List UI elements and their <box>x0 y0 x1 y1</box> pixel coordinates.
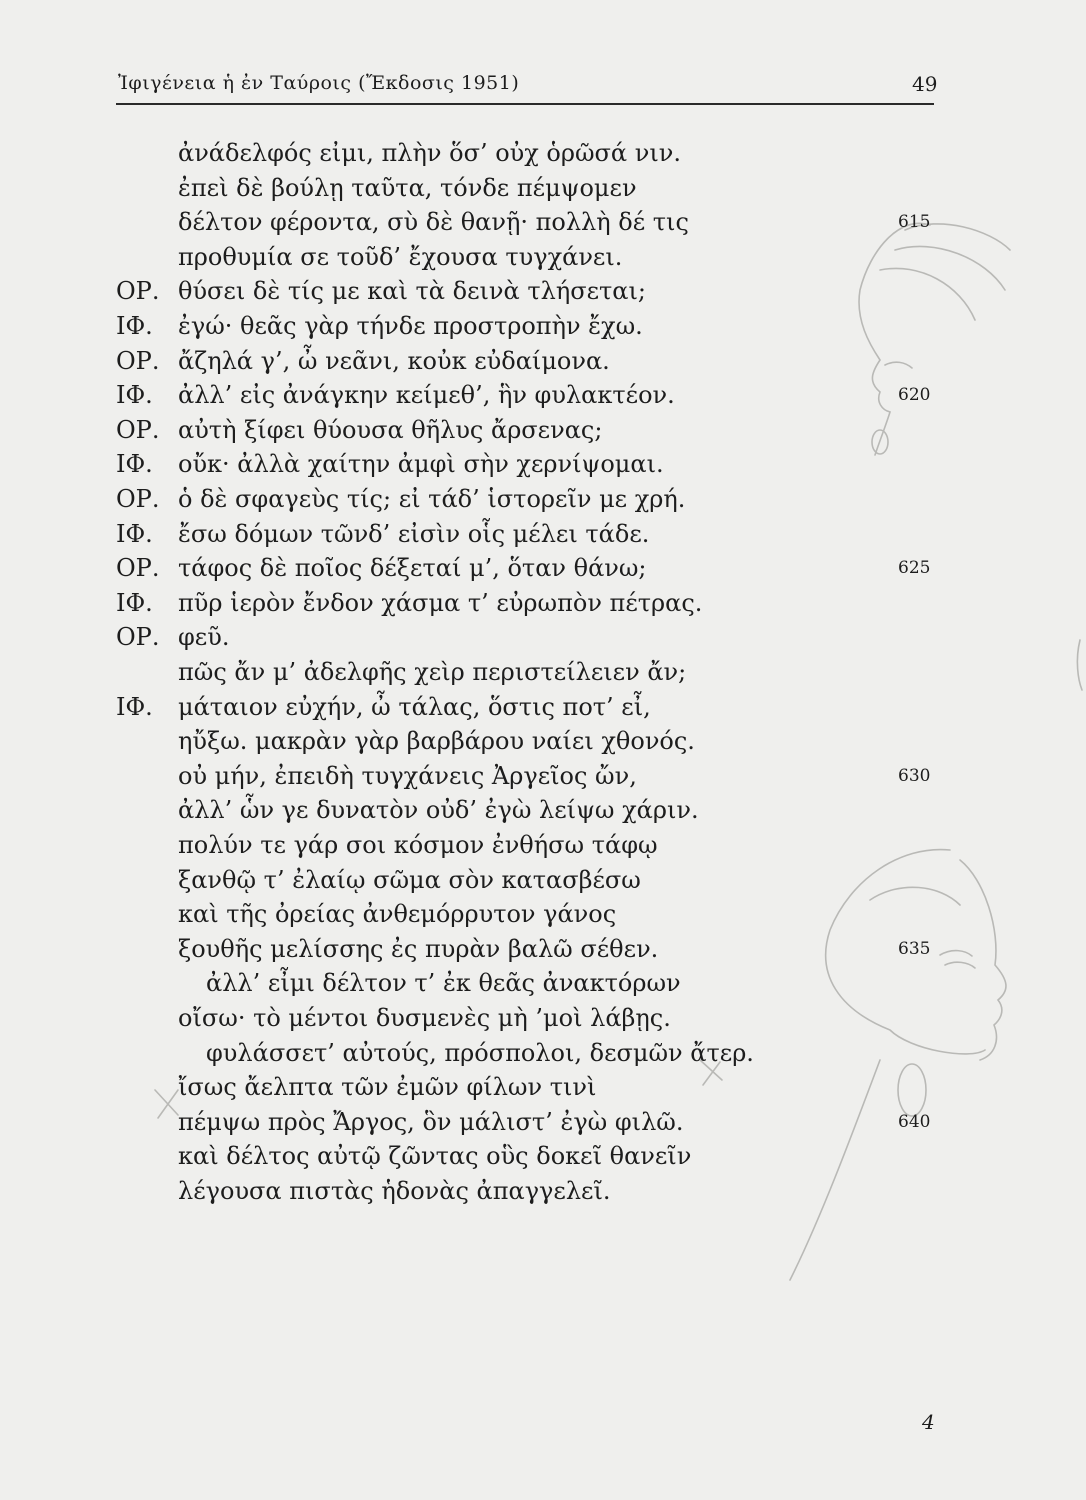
speaker-label: ΟΡ. <box>116 554 160 583</box>
verse-line <box>0 205 1086 239</box>
verse-text: ὁ δὲ σφαγεὺς τίς; εἰ τάδ’ ἱστορεῖν με χρή. <box>178 485 686 513</box>
speaker-label: ΙΦ. <box>116 692 153 721</box>
verse-line <box>0 1001 1086 1035</box>
signature-mark: 4 <box>922 1410 935 1434</box>
verse-line <box>0 966 1086 1000</box>
speaker-label: ΟΡ. <box>116 415 160 444</box>
verse-line <box>0 932 1086 966</box>
verse-text: ἔσω δόμων τῶνδ’ εἰσὶν οἷς μέλει τάδε. <box>178 519 650 548</box>
verse-line <box>0 620 1086 654</box>
verse-line <box>0 690 1086 724</box>
verse-text: καὶ τῆς ὀρείας ἀνθεμόρρυτον γάνος <box>178 900 617 929</box>
line-number: 620 <box>898 385 931 406</box>
verse-line <box>0 447 1086 481</box>
speaker-label: ΟΡ. <box>116 485 160 513</box>
verse-text: μάταιον εὐχήν, ὦ τάλας, ὅστις ποτ’ εἶ, <box>178 692 651 721</box>
running-header-title: Ἰφιγένεια ἡ ἐν Ταύροις (Ἔκδοσις 1951) <box>118 72 520 94</box>
page-number: 49 <box>912 72 938 96</box>
line-number: 640 <box>898 1111 931 1132</box>
verse-line <box>0 1036 1086 1070</box>
speaker-label: ΙΦ. <box>116 519 153 548</box>
verse-line <box>0 136 1086 170</box>
speaker-label: ΙΦ. <box>116 450 153 479</box>
speaker-label: ΙΦ. <box>116 588 153 617</box>
verse-line <box>0 551 1086 585</box>
verse-line <box>0 274 1086 308</box>
verse-text: οἴσω· τὸ μέντοι δυσμενὲς μὴ ’μοὶ λάβῃς. <box>178 1004 671 1032</box>
verse-text: λέγουσα πιστὰς ἡδονὰς ἀπαγγελεῖ. <box>178 1177 611 1205</box>
verse-line <box>0 655 1086 689</box>
verse-text: ἐγώ· θεᾶς γὰρ τήνδε προστροπὴν ἔχω. <box>178 312 643 340</box>
verse-text: πῶς ἄν μ’ ἀδελφῆς χεὶρ περιστείλειεν ἄν; <box>178 658 687 686</box>
verse-text: ξουθῆς μελίσσης ἐς πυρὰν βαλῶ σέθεν. <box>178 934 659 963</box>
verse-line <box>0 309 1086 343</box>
verse-text: οὐ μήν, ἐπειδὴ τυγχάνεις Ἀργεῖος ὤν, <box>178 761 637 790</box>
line-number: 635 <box>898 938 931 959</box>
verse-text: καὶ δέλτος αὐτῷ ζῶντας οὓς δοκεῖ θανεῖν <box>178 1142 692 1171</box>
verse-line <box>0 828 1086 862</box>
verse-text: ἀνάδελφός εἰμι, πλὴν ὅσ’ οὐχ ὁρῶσά νιν. <box>178 139 681 167</box>
verse-line <box>0 517 1086 551</box>
verse-line <box>0 171 1086 205</box>
verse-text: πέμψω πρὸς Ἄργος, ὃν μάλιστ’ ἐγὼ φιλῶ. <box>178 1107 684 1136</box>
verse-text: οὔκ· ἀλλὰ χαίτην ἀμφὶ σὴν χερνίψομαι. <box>178 450 664 479</box>
verse-line <box>0 240 1086 274</box>
verse-line <box>0 759 1086 793</box>
verse-line <box>0 413 1086 447</box>
line-number: 625 <box>898 558 931 579</box>
verse-text: ἀλλ’ εἶμι δέλτον τ’ ἐκ θεᾶς ἀνακτόρων <box>206 969 681 998</box>
speaker-label: ΙΦ. <box>116 381 153 410</box>
header-rule <box>116 103 934 105</box>
verse-line <box>0 1070 1086 1104</box>
verse-line <box>0 344 1086 378</box>
verse-text: ἀλλ’ ὧν γε δυνατὸν οὐδ’ ἐγὼ λείψω χάριν. <box>178 796 699 825</box>
verse-text: δέλτον φέροντα, σὺ δὲ θανῇ· πολλὴ δέ τις <box>178 208 689 237</box>
verse-line <box>0 378 1086 412</box>
verse-text: πολύν τε γάρ σοι κόσμον ἐνθήσω τάφῳ <box>178 831 658 859</box>
verse-line <box>0 724 1086 758</box>
speaker-label: ΟΡ. <box>116 277 160 306</box>
verse-text: ἴσως ἄελπτα τῶν ἐμῶν φίλων τινὶ <box>178 1073 597 1102</box>
verse-text: ξανθῷ τ’ ἐλαίῳ σῶμα σὸν κατασβέσω <box>178 865 641 894</box>
verse-text: προθυμία σε τοῦδ’ ἔχουσα τυγχάνει. <box>178 242 623 271</box>
verse-text: τάφος δὲ ποῖος δέξεταί μ’, ὅταν θάνω; <box>178 554 647 583</box>
speaker-label: ΙΦ. <box>116 312 153 340</box>
verse-text: φυλάσσετ’ αὐτούς, πρόσπολοι, δεσμῶν ἄτερ. <box>206 1038 754 1067</box>
verse-line <box>0 897 1086 931</box>
verse-line <box>0 1174 1086 1208</box>
verse-text: ηὔξω. μακρὰν γὰρ βαρβάρου ναίει χθονός. <box>178 727 695 756</box>
verse-line <box>0 586 1086 620</box>
verse-text: αὐτὴ ξίφει θύουσα θῆλυς ἄρσενας; <box>178 415 603 444</box>
verse-text: φεῦ. <box>178 623 230 652</box>
speaker-label: ΟΡ. <box>116 346 160 375</box>
line-number: 630 <box>898 765 931 786</box>
verse-text: ἐπεὶ δὲ βούλῃ ταῦτα, τόνδε πέμψομεν <box>178 173 637 202</box>
verse-text: θύσει δὲ τίς με καὶ τὰ δεινὰ τλήσεται; <box>178 277 647 306</box>
verse-line <box>0 863 1086 897</box>
verse-text: ἀλλ’ εἰς ἀνάγκην κείμεθ’, ἣν φυλακτέον. <box>178 381 675 410</box>
verse-text: ἄζηλά γ’, ὦ νεᾶνι, κοὐκ εὐδαίμονα. <box>178 346 610 375</box>
verse-text: πῦρ ἱερὸν ἔνδον χάσμα τ’ εὐρωπὸν πέτρας. <box>178 588 703 617</box>
verse-line <box>0 1139 1086 1173</box>
verse-line <box>0 793 1086 827</box>
line-number: 615 <box>898 212 931 233</box>
speaker-label: ΟΡ. <box>116 623 160 652</box>
verse-line <box>0 1105 1086 1139</box>
verse-line <box>0 482 1086 516</box>
